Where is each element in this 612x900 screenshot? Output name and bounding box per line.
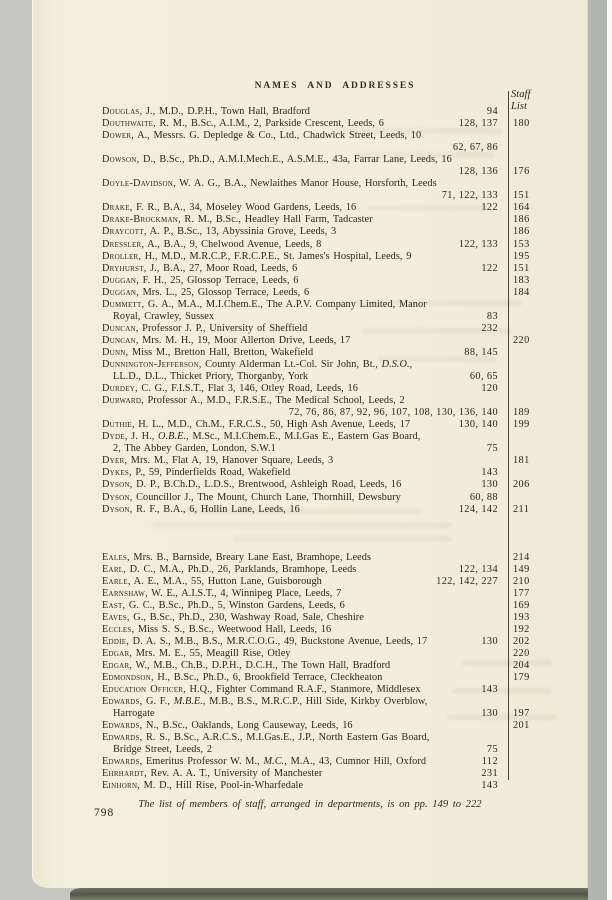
- entry-text: [102, 419, 410, 431]
- entry-text: [102, 118, 384, 130]
- staff-list-number: 220: [513, 334, 530, 346]
- entry-text: [102, 744, 212, 756]
- entry-text-part: , H. L., M.D., Ch.M., F.R.C.S., 50, High Ash Avenue, Leeds, 17: [131, 419, 411, 431]
- entry-list: [102, 106, 588, 793]
- footer-note: The list of members of staff, arranged in departments, is on pp. 149 to 222: [138, 799, 482, 810]
- page-refs: 130: [481, 479, 498, 491]
- entry-line: [102, 287, 588, 299]
- entry-line: [102, 214, 588, 226]
- entry-line: [102, 768, 588, 780]
- entry-name: Edgar: [102, 660, 130, 672]
- entry-line: [102, 383, 588, 395]
- entry-text-part: , Professor A., M.D., F.R.S.E., The Medical School, Leeds, 2: [141, 395, 405, 407]
- entry-text-part: ,: [409, 358, 413, 370]
- entry-name: Dyson: [102, 479, 130, 491]
- staff-list-number: 151: [513, 190, 530, 202]
- entry-text: [102, 756, 426, 768]
- entry-name: Draycott: [102, 226, 144, 238]
- entry-name: Ehrhardt: [102, 768, 145, 780]
- entry-line: [102, 588, 588, 600]
- staff-list-number: 189: [513, 407, 530, 419]
- entry-text: [102, 178, 437, 190]
- entry-text: [102, 612, 364, 624]
- entry-line: [102, 178, 588, 190]
- entry-text-part: 2, The Abbey Garden, London, S.W.1: [113, 443, 276, 455]
- entry-text-part: , H., B.Sc., Ph.D., 6, Brookfield Terrace, Cleckheaton: [151, 672, 383, 684]
- page-refs: 143: [481, 467, 498, 479]
- entry-line: [102, 720, 588, 732]
- entry-text: [102, 455, 333, 467]
- entry-line: [102, 323, 588, 335]
- entry-text-part: , D. A. S., M.B., B.S., M.R.C.O.G., 49, Buckstone Avenue, Leeds, 17: [126, 635, 428, 647]
- entry-line: [102, 479, 588, 491]
- section-D: [102, 106, 588, 516]
- entry-line: [102, 239, 588, 251]
- entry-text-part: LL.D., D.L., Thicket Priory, Thorganby, York: [113, 371, 309, 383]
- entry-text-part: , Mrs. L., 25, Glossop Terrace, Leeds, 6: [136, 286, 310, 298]
- entry-name: East: [102, 599, 123, 611]
- entry-line: [102, 648, 588, 660]
- entry-text-part: , A. E., M.A., 55, Hutton Lane, Guisborough: [127, 575, 322, 587]
- entry-name: Dunnington-Jefferson: [102, 358, 199, 370]
- entry-name: Duggan: [102, 286, 137, 298]
- page-refs: 122, 133: [458, 238, 498, 250]
- staff-list-number: 201: [513, 720, 530, 732]
- entry-text-part: , W. E., A.I.S.T., 4, Winnipeg Place, Leeds, 7: [145, 587, 342, 599]
- entry-text: [102, 696, 427, 708]
- entry-text-part: , Miss M., Bretton Hall, Bretton, Wakefield: [125, 346, 314, 358]
- entry-text-part: , A. P., B.Sc., 13, Abyssinia Grove, Leeds, 3: [143, 226, 337, 238]
- entry-text: [102, 275, 299, 287]
- entry-text-part: , J., B.A., 27, Moor Road, Leeds, 6: [143, 262, 298, 274]
- page-refs: 60, 65: [469, 371, 498, 383]
- entry-line: [102, 684, 588, 696]
- entry-line: [102, 576, 588, 588]
- entry-text-part: , D. P., B.Ch.D., L.D.S., Brentwood, Ashleigh Road, Leeds, 16: [129, 479, 402, 491]
- staff-list-number: 179: [513, 672, 530, 684]
- entry-line: [102, 347, 588, 359]
- entry-line: [102, 130, 588, 142]
- page-refs: 122: [481, 262, 498, 274]
- entry-text-part: , A., B.A., 9, Chelwood Avenue, Leeds, 8: [141, 238, 322, 250]
- entry-line: [102, 756, 588, 768]
- entry-text-part: , M.B., B.S., M.R.C.P., Hill Side, Kirkby Overblow,: [202, 696, 428, 708]
- entry-line: [102, 467, 588, 479]
- staff-list-number: 206: [513, 479, 530, 491]
- entry-name: Drake-Brockman: [102, 214, 179, 226]
- entry-text: [102, 768, 322, 780]
- entry-line: [102, 263, 588, 275]
- staff-list-number: 176: [513, 166, 530, 178]
- entry-line: [102, 612, 588, 624]
- entry-name: Dunn: [102, 346, 126, 358]
- entry-line: [102, 190, 588, 202]
- entry-text-part: , G. C., B.Sc., Ph.D., 5, Winston Gardens, Leeds, 6: [122, 599, 345, 611]
- entry-name: Einhorn: [102, 780, 138, 792]
- entry-text: [102, 720, 353, 732]
- book-bottom-shadow: [70, 888, 588, 900]
- entry-text-part: , P., 59, Pinderfields Road, Wakefield: [128, 467, 291, 479]
- page-refs: 83: [486, 310, 498, 322]
- entry-line: [102, 443, 588, 455]
- entry-name: Dummett: [102, 298, 142, 310]
- entry-line: [102, 504, 588, 516]
- entry-text-part: , J. H.,: [124, 431, 159, 443]
- entry-text: [102, 299, 427, 311]
- entry-text: [102, 672, 382, 684]
- page-refs: 94: [486, 106, 498, 117]
- entry-name: Duggan: [102, 274, 137, 286]
- entry-name: Douglas: [102, 106, 140, 117]
- entry-name: Droller: [102, 250, 139, 262]
- staff-list-number: 202: [513, 635, 530, 647]
- entry-line: [102, 708, 588, 720]
- entry-name: Eddie: [102, 635, 127, 647]
- staff-list-number: 169: [513, 599, 530, 611]
- page-refs: 60, 88: [469, 491, 498, 503]
- entry-text-part: , M.A., 43, Cumnor Hill, Oxford: [284, 756, 427, 768]
- page-refs: 71, 122, 133: [441, 190, 498, 202]
- entry-line: [102, 251, 588, 263]
- entry-text: [102, 214, 373, 226]
- entry-line: [102, 431, 588, 443]
- entry-text-part: , Mrs. B., Barnside, Breary Lane East, Bramhope, Leeds: [127, 551, 372, 563]
- entry-text-part: Harrogate: [113, 708, 155, 720]
- entry-text-part: D.S.O.: [381, 358, 410, 370]
- entry-text-part: , R. M., B.Sc., Headley Hall Farm, Tadcaster: [178, 214, 373, 226]
- entry-name: Dowson: [102, 154, 137, 166]
- page-refs: 75: [486, 443, 498, 455]
- staff-list-number: 164: [513, 202, 530, 214]
- entry-text-part: M.C.: [263, 756, 285, 768]
- entry-line: [102, 564, 588, 576]
- entry-text: [102, 576, 322, 588]
- entry-text: [102, 251, 411, 263]
- entry-name: Edwards: [102, 732, 140, 744]
- entry-name: Duncan: [102, 322, 136, 334]
- page-refs: 122, 142, 227: [436, 575, 498, 587]
- entry-line: [102, 335, 588, 347]
- entry-text-part: , A., Messrs. G. Depledge & Co., Ltd., Chadwick Street, Leeds, 10: [131, 130, 422, 142]
- entry-line: [102, 732, 588, 744]
- entry-text: [102, 323, 307, 335]
- entry-text: [102, 479, 401, 491]
- entry-text: [102, 708, 155, 720]
- entry-line: [102, 419, 588, 431]
- page-refs: 112: [481, 756, 498, 768]
- entry-text-part: , G., B.Sc., Ph.D., 230, Washway Road, Sale, Cheshire: [126, 611, 364, 623]
- staff-list-number: 214: [513, 551, 530, 563]
- staff-list-number: 193: [513, 611, 530, 623]
- entry-line: [102, 660, 588, 672]
- entry-line: [102, 226, 588, 238]
- entry-text: [102, 624, 331, 636]
- staff-list-number: 195: [513, 250, 530, 262]
- entry-text: [102, 684, 421, 696]
- page-refs: 122, 134: [458, 563, 498, 575]
- page-refs: 143: [481, 684, 498, 696]
- entry-line: [102, 166, 588, 178]
- entry-text: [102, 263, 297, 275]
- entry-text-part: O.B.E.: [158, 431, 187, 443]
- entry-text: [102, 648, 291, 660]
- entry-name: Duncan: [102, 334, 136, 346]
- entry-text: [102, 130, 421, 142]
- page-refs: 75: [486, 744, 498, 756]
- entry-text-part: , J., M.D., D.P.H., Town Hall, Bradford: [139, 106, 310, 117]
- page-refs: 130: [481, 708, 498, 720]
- entry-name: Edwards: [102, 756, 140, 768]
- page-number: 798: [94, 807, 115, 819]
- entry-line: [102, 118, 588, 130]
- entry-text-part: , M. D., Hill Rise, Pool-in-Wharfedale: [137, 780, 304, 792]
- entry-text: [102, 564, 356, 576]
- entry-text-part: , C. G., F.I.S.T., Flat 3, 146, Otley Road, Leeds, 16: [135, 383, 358, 395]
- entry-text: [102, 588, 341, 600]
- staff-list-number: 210: [513, 575, 530, 587]
- entry-text: [102, 287, 309, 299]
- page-refs: 130, 140: [458, 419, 498, 431]
- entry-name: Earnshaw: [102, 587, 146, 599]
- entry-line: [102, 636, 588, 648]
- entry-line: [102, 106, 588, 118]
- staff-list-number: 186: [513, 226, 530, 238]
- entry-line: [102, 552, 588, 564]
- entry-text-part: , H.Q., Fighter Command R.A.F., Stanmore, Middlesex: [183, 684, 421, 696]
- entry-text-part: , W. A. G., B.A., Newlaithes Manor House, Horsforth, Leeds: [173, 178, 437, 190]
- staff-list-number: 177: [513, 587, 530, 599]
- entry-text-part: , Councillor J., The Mount, Church Lane, Thornhill, Dewsbury: [129, 491, 401, 503]
- entry-name: Dyson: [102, 491, 130, 503]
- book-page: [32, 0, 588, 888]
- entry-name: Durward: [102, 395, 142, 407]
- entry-line: [102, 780, 588, 792]
- entry-text: [102, 154, 452, 166]
- entry-text: [102, 732, 429, 744]
- entry-name: Earl: [102, 563, 124, 575]
- entry-name: Doyle-Davidson: [102, 178, 174, 190]
- page-refs: 143: [481, 780, 498, 792]
- entry-name: Edwards: [102, 720, 140, 732]
- entry-text-part: , G. F.,: [139, 696, 174, 708]
- entry-text: [102, 347, 313, 359]
- staff-list-number: 211: [513, 503, 530, 515]
- page-refs: 231: [481, 768, 498, 780]
- entry-text: [102, 600, 345, 612]
- entry-text: [102, 552, 371, 564]
- page-refs: 124, 142: [458, 503, 498, 515]
- entry-name: Edwards: [102, 696, 140, 708]
- staff-list-number: 220: [513, 647, 530, 659]
- staff-list-number: 199: [513, 419, 530, 431]
- entry-text: [102, 467, 290, 479]
- entry-text: [102, 780, 303, 792]
- entry-name: Dower: [102, 130, 132, 142]
- entry-line: [102, 696, 588, 708]
- entry-text-part: , R. F., B.A., 6, Hollin Lane, Leeds, 16: [129, 503, 300, 515]
- entry-text-part: , G. A., M.A., M.I.Chem.E., The A.P.V. Company Limited, Manor: [141, 298, 427, 310]
- staff-list-number: 153: [513, 238, 530, 250]
- page-refs: 122: [481, 202, 498, 214]
- page-refs: 72, 76, 86, 87, 92, 96, 107, 108, 130, 136, 140: [288, 407, 498, 419]
- entry-name: Dyer: [102, 455, 125, 467]
- entry-text-part: , R. S., B.Sc., A.R.C.S., M.I.Gas.E., J.P., North Eastern Gas Board,: [139, 732, 430, 744]
- entry-line: [102, 455, 588, 467]
- entry-line: [102, 154, 588, 166]
- page-refs: 128, 136: [458, 166, 498, 178]
- entry-name: Dryhurst: [102, 262, 144, 274]
- entry-text-part: , H., M.D., M.R.C.P., F.R.C.P.E., St. James's Hospital, Leeds, 9: [138, 250, 412, 262]
- entry-text-part: , R. M., B.Sc., A.I.M., 2, Parkside Crescent, Leeds, 6: [153, 118, 384, 130]
- page-refs: 128, 137: [458, 118, 498, 130]
- entry-text-part: , Emeritus Professor W. M.,: [139, 756, 264, 768]
- entry-text-part: , Professor J. P., University of Sheffield: [135, 322, 308, 334]
- entry-text: [102, 335, 350, 347]
- entry-line: [102, 299, 588, 311]
- entry-name: Eccles: [102, 623, 132, 635]
- entry-name: Earle: [102, 575, 128, 587]
- entry-text-part: , N., B.Sc., Oaklands, Long Causeway, Leeds, 16: [139, 720, 353, 732]
- entry-name: Drake: [102, 202, 130, 214]
- entry-name: Dyson: [102, 503, 130, 515]
- entry-text: [102, 443, 276, 455]
- staff-list-number: 192: [513, 623, 530, 635]
- entry-name: Dykes: [102, 467, 129, 479]
- staff-list-number: 204: [513, 660, 530, 672]
- entry-text: [102, 636, 427, 648]
- entry-text-part: Bridge Street, Leeds, 2: [113, 744, 213, 756]
- entry-text-part: , F. R., B.A., 34, Moseley Wood Gardens, Leeds, 16: [129, 202, 357, 214]
- entry-name: Eales: [102, 551, 128, 563]
- page-refs: 88, 145: [464, 346, 498, 358]
- entry-line: [102, 311, 588, 323]
- entry-text: [102, 383, 358, 395]
- entry-text: [102, 106, 310, 118]
- entry-line: [102, 275, 588, 287]
- staff-list-number: 197: [513, 708, 530, 720]
- entry-line: [102, 407, 588, 419]
- entry-name: Edmondson: [102, 672, 151, 684]
- entry-line: [102, 600, 588, 612]
- entry-line: [102, 371, 588, 383]
- entry-text: [102, 371, 308, 383]
- staff-list-number: 151: [513, 262, 530, 274]
- entry-name: Eaves: [102, 611, 127, 623]
- entry-text: [102, 239, 321, 251]
- entry-text-part: , Mrs. M. E., 55, Meagill Rise, Otley: [129, 647, 291, 659]
- entry-name: Edgar: [102, 647, 130, 659]
- entry-text: [102, 492, 401, 504]
- entry-line: [102, 624, 588, 636]
- entry-name: Dyde: [102, 431, 125, 443]
- staff-col-word-1: Staff: [511, 89, 531, 100]
- entry-name: Douthwaite: [102, 118, 154, 130]
- entry-text-part: , D. C., M.A., Ph.D., 26, Parklands, Bramhope, Leeds: [123, 563, 357, 575]
- entry-name: Dressler: [102, 238, 142, 250]
- entry-line: [102, 142, 588, 154]
- page-refs: 130: [481, 635, 498, 647]
- entry-line: [102, 359, 588, 371]
- entry-text: [102, 395, 405, 407]
- entry-text-part: , F. H., 25, Glossop Terrace, Leeds, 6: [136, 274, 299, 286]
- entry-line: [102, 744, 588, 756]
- entry-text-part: , D., B.Sc., Ph.D., A.M.I.Mech.E., A.S.M.E., 43a, Farrar Lane, Leeds, 16: [136, 154, 452, 166]
- entry-text-part: , Mrs. M., Flat A, 19, Hanover Square, Leeds, 3: [124, 455, 334, 467]
- entry-line: [102, 202, 588, 214]
- staff-list-number: 186: [513, 214, 530, 226]
- entry-line: [102, 395, 588, 407]
- entry-name: Duthie: [102, 419, 132, 431]
- entry-name: Education Officer: [102, 684, 184, 696]
- entry-text-part: Royal, Crawley, Sussex: [113, 310, 215, 322]
- photo-edge-strip: [607, 0, 612, 900]
- entry-text: [102, 202, 356, 214]
- entry-text-part: , Miss S. S., B.Sc., Weetwood Hall, Leeds, 16: [131, 623, 332, 635]
- section-E: [102, 552, 588, 793]
- page-refs: 232: [481, 322, 498, 334]
- staff-list-number: 183: [513, 274, 530, 286]
- entry-text-part: M.B.E.: [173, 696, 203, 708]
- entry-line: [102, 492, 588, 504]
- staff-list-number: 149: [513, 563, 530, 575]
- staff-col-word-2: List: [511, 100, 527, 112]
- running-head: NAMES AND ADDRESSES: [254, 81, 416, 91]
- staff-list-number: 180: [513, 118, 530, 130]
- page-refs: 120: [481, 383, 498, 395]
- page-refs: 62, 67, 86: [452, 142, 498, 154]
- entry-text: [102, 431, 420, 443]
- entry-text-part: , Mrs. M. H., 19, Moor Allerton Drive, Leeds, 17: [135, 334, 351, 346]
- entry-text: [102, 359, 412, 371]
- entry-text: [102, 311, 214, 323]
- entry-name: Durdey: [102, 383, 136, 395]
- entry-text-part: , M.Sc., M.I.Chem.E., M.I.Gas E., Eastern Gas Board,: [186, 431, 421, 443]
- entry-text: [102, 660, 390, 672]
- entry-text-part: , County Alderman Lt.-Col. Sir John, Bt.,: [198, 358, 382, 370]
- entry-text-part: , Rev. A. A. T., University of Manchester: [144, 768, 323, 780]
- staff-list-number: 181: [513, 455, 530, 467]
- entry-line: [102, 672, 588, 684]
- entry-text: [102, 226, 336, 238]
- entry-text: [102, 504, 300, 516]
- staff-list-number: 184: [513, 286, 530, 298]
- entry-text-part: , W., M.B., Ch.B., D.P.H., D.C.H., The Town Hall, Bradford: [129, 660, 391, 672]
